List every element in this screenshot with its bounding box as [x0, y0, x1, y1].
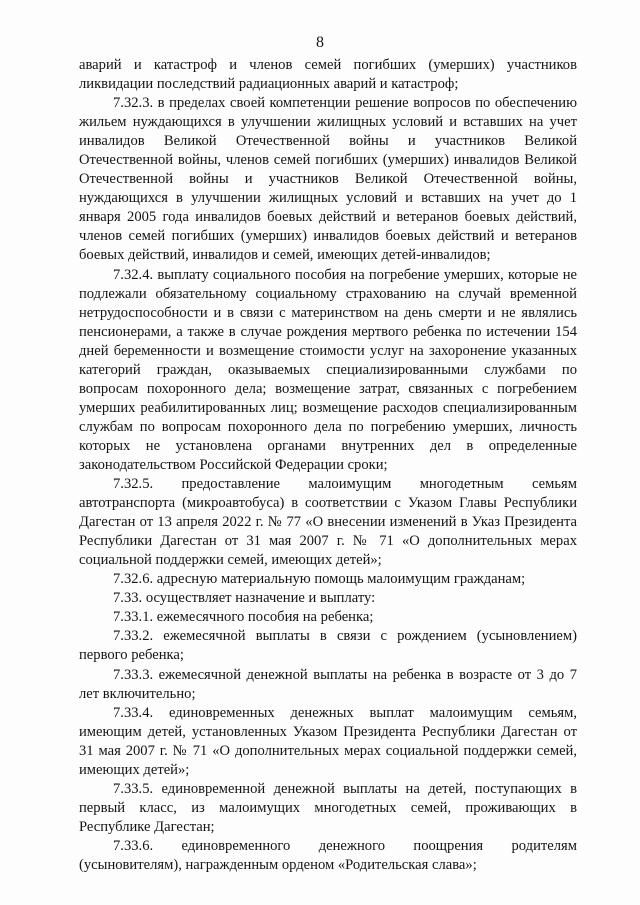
paragraph-7-32-4: 7.32.4. выплату социального пособия на погребение умерших, которые не подлежали обязательному социальному страхованию на случай временной нетрудоспособности и в связи с материнством на день смерти и не являлись пенсионерами, а также в случае рождения мертвого ребенка по истечении 154 дней беременности и возмещение стоимости услуг на захоронение указанных категорий граждан, оказываемых специализированными службами по вопросам похоронного дела; возмещение затрат, связанных с погребением умерших реабилитированных лиц; возмещение расходов специализированным службам по вопросам похоронного дела по погребению умерших, личность которых не установлена органами внутренних дел в определенные законодательством Российской Федерации сроки;	[79, 266, 577, 473]
paragraph-7-32-3: 7.32.3. в пределах своей компетенции решение вопросов по обеспечению жильем нуждающихся в улучшении жилищных условий и вставших на учет инвалидов Великой Отечественной войны и участников Великой Отечественной войны, членов семей погибших (умерших) инвалидов Великой Отечественной войны и участников Великой Отечественной войны, нуждающихся в улучшении жилищных условий и вставших на учет до 1 января 2005 года инвалидов боевых действий и ветеранов боевых действий, членов семей погибших (умерших) инвалидов боевых действий и ветеранов боевых действий, инвалидов и семей, имеющих детей-инвалидов;	[79, 95, 577, 264]
paragraph-7-32-6: 7.32.6. адресную материальную помощь малоимущим гражданам;	[113, 571, 526, 588]
page-number: 8	[316, 34, 324, 51]
paragraph-7-33-5: 7.33.5. единовременной денежной выплаты на детей, поступающих в первый класс, из малоимущих многодетных семей, проживающих в Республике Дагестан;	[79, 780, 577, 835]
paragraph-7-33-2: 7.33.2. ежемесячной выплаты в связи с рождением (усыновлением) первого ребенка;	[79, 628, 577, 664]
paragraph-7-33-1: 7.33.1. ежемесячного пособия на ребенка;	[113, 609, 374, 626]
paragraph-7-33-4: 7.33.4. единовременных денежных выплат малоимущим семьям, имеющим детей, установленных Указом Президента Республики Дагестан от 31 мая 2007 г. № 71 «О дополнительных мерах социальной поддержки семей, имеющих детей»;	[79, 704, 577, 778]
document-body	[79, 56, 577, 875]
paragraph-7-33-3: 7.33.3. ежемесячной денежной выплаты на ребенка в возрасте от 3 до 7 лет включительно;	[79, 666, 577, 702]
paragraph-7-33: 7.33. осуществляет назначение и выплату:	[113, 590, 376, 607]
paragraph-7-33-6: 7.33.6. единовременного денежного поощрения родителям (усыновителям), награжденным орденом «Родительская слава»;	[79, 837, 577, 873]
paragraph-7-32-5: 7.32.5. предоставление малоимущим многодетным семьям автотранспорта (микроавтобуса) в соответствии с Указом Главы Республики Дагестан от 13 апреля 2022 г. № 77 «О внесении изменений в Указ Президента Республики Дагестан от 31 мая 2007 г. № 71 «О дополнительных мерах социальной поддержки семей, имеющих детей»;	[79, 476, 577, 569]
paragraph-continuation: аварий и катастроф и членов семей погибших (умерших) участников ликвидации последствий радиационных аварий и катастроф;	[79, 57, 577, 93]
